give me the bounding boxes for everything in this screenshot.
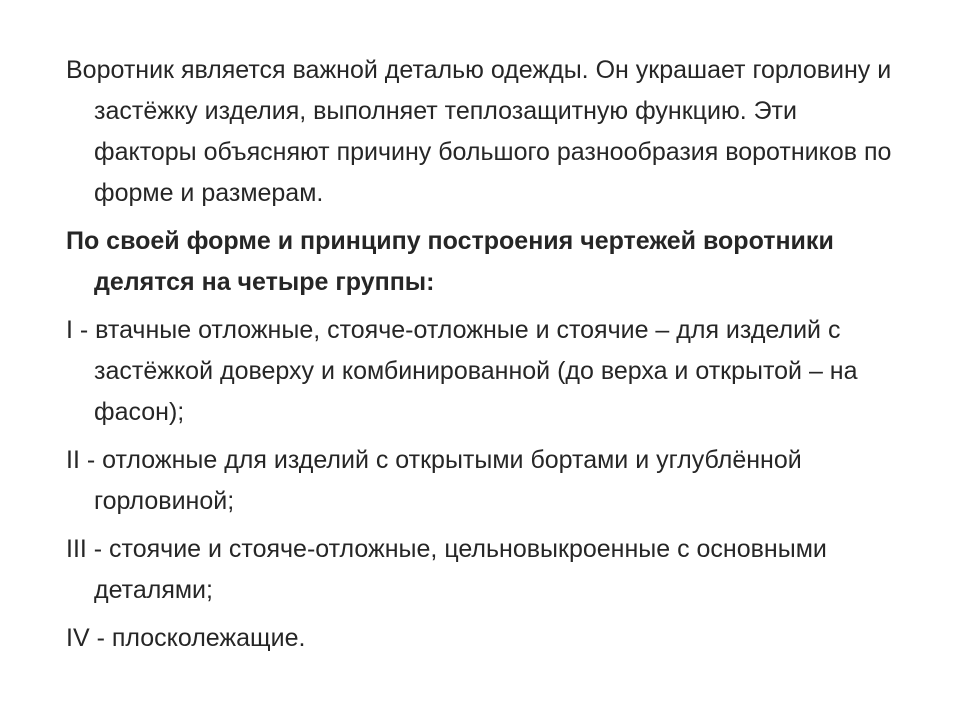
group-3-item: III - стоячие и стояче-отложные, цельновыкроенные с основными деталями;: [66, 535, 827, 604]
slide-body: [66, 50, 906, 666]
groups-heading: По своей форме и принципу построения чертежей воротники делятся на четыре группы:: [66, 227, 834, 296]
group-4-item: IV - плосколежащие.: [66, 624, 306, 652]
intro-paragraph: Воротник является важной деталью одежды. Он украшает горловину и застёжку изделия, выполняет теплозащитную функцию. Эти факторы объясняют причину большого разнообразия воротников по форме и размерам.: [66, 56, 892, 207]
group-1-item: I - втачные отложные, стояче-отложные и стоячие – для изделий с застёжкой доверху и комбинированной (до верха и открытой – на фасон);: [66, 316, 858, 426]
group-2-item: II - отложные для изделий с открытыми бортами и углублённой горловиной;: [66, 446, 802, 515]
